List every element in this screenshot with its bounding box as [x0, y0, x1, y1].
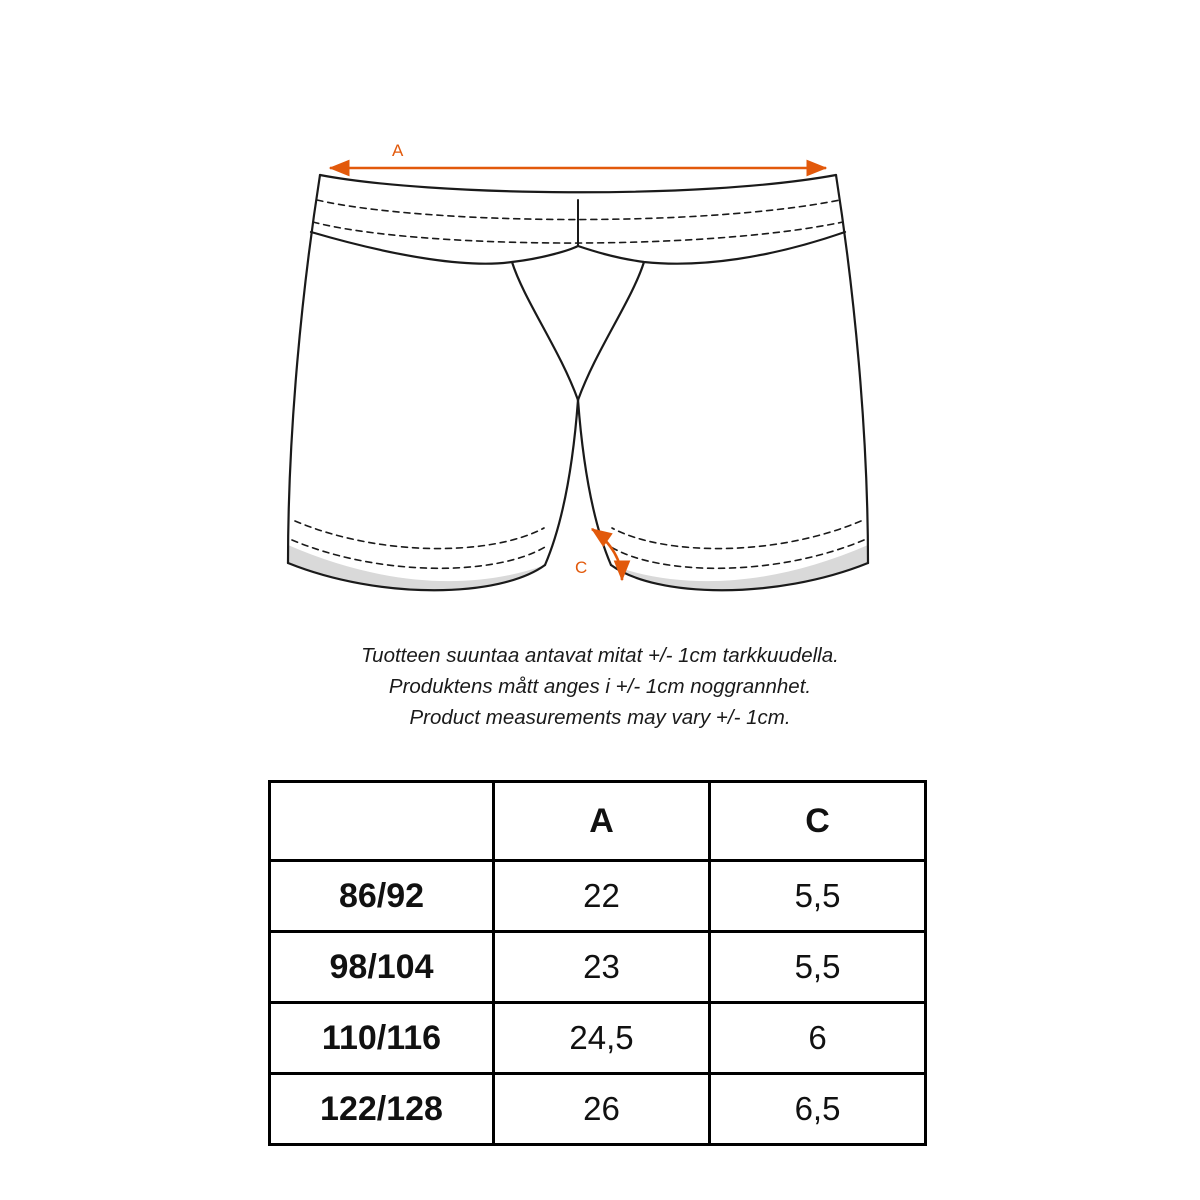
row-size-label: 110/116: [270, 1003, 494, 1074]
measurement-notes: [0, 640, 1200, 733]
size-table: [268, 780, 927, 1146]
stitching-dashed-lines: [292, 200, 864, 568]
row-value-a: 23: [494, 932, 710, 1003]
row-value-c: 5,5: [710, 932, 926, 1003]
table-row: [270, 1074, 926, 1145]
measure-a-label: A: [392, 141, 404, 160]
row-value-a: 24,5: [494, 1003, 710, 1074]
table-row: [270, 932, 926, 1003]
row-value-c: 6: [710, 1003, 926, 1074]
note-finnish: Tuotteen suuntaa antavat mitat +/- 1cm tarkkuudella.: [361, 644, 839, 667]
size-table-wrap: [268, 780, 924, 1146]
note-english: Product measurements may vary +/- 1cm.: [409, 706, 791, 729]
row-value-c: 5,5: [710, 861, 926, 932]
row-value-a: 26: [494, 1074, 710, 1145]
table-row: [270, 861, 926, 932]
row-size-label: 122/128: [270, 1074, 494, 1145]
row-value-c: 6,5: [710, 1074, 926, 1145]
row-size-label: 98/104: [270, 932, 494, 1003]
row-value-a: 22: [494, 861, 710, 932]
column-header-a: A: [494, 782, 710, 861]
row-size-label: 86/92: [270, 861, 494, 932]
column-header-c: C: [710, 782, 926, 861]
table-header-row: [270, 782, 926, 861]
measure-c-label: C: [575, 558, 588, 577]
note-swedish: Produktens mått anges i +/- 1cm noggrannhet.: [388, 675, 812, 698]
garment-outline: [288, 175, 868, 590]
table-corner-cell: [270, 782, 494, 861]
table-row: [270, 1003, 926, 1074]
